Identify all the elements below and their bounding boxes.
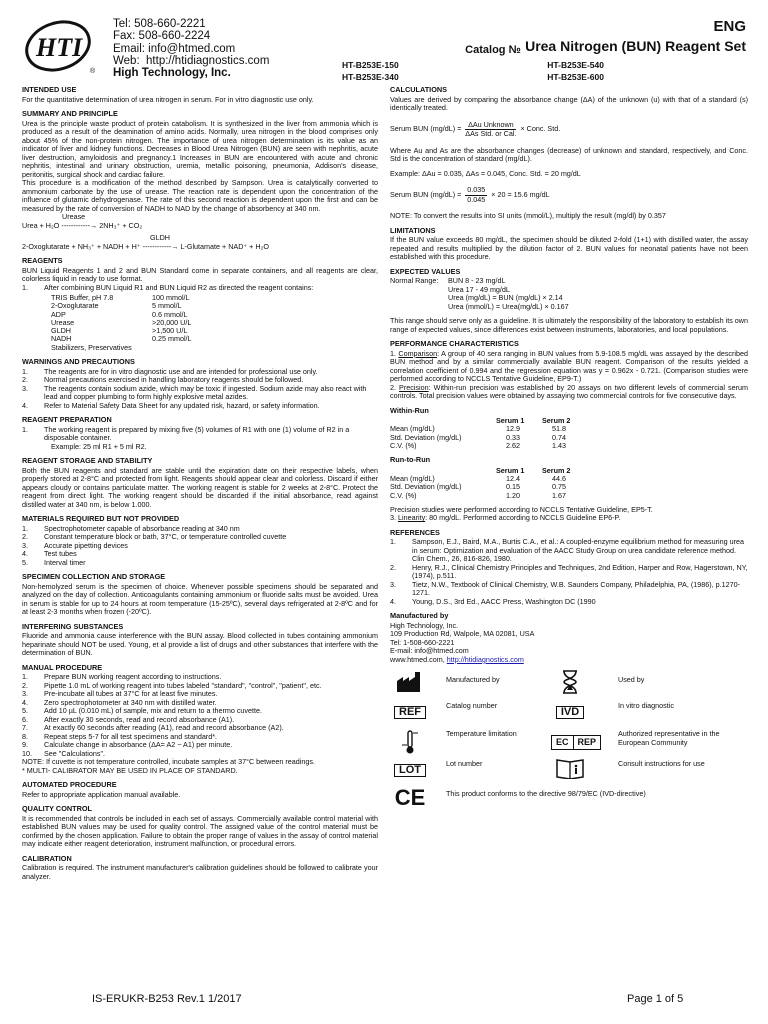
section-text: BUN Liquid Reagents 1 and 2 and BUN Standard come in separate containers, and all reagents are clear, colorless liquid in ready to use format. — [22, 265, 378, 283]
warnings-section — [22, 358, 378, 410]
list-item: 4. Zero spectrophotometer at 340 nm with distilled water. — [22, 697, 217, 707]
list-item: 3. Tietz, N.W., Textbook of Clinical Chemistry, W.B. Saunders Company, Philadelphia, PA, (1986), p.1270-1271. — [390, 579, 740, 598]
section-heading: INTERFERING SUBSTANCES — [22, 621, 124, 631]
email: Email: info@htmed.com — [113, 42, 236, 55]
list-item: 4. Refer to Material Safety Data Sheet for any updated risk, hazard, or safety information. — [22, 400, 320, 410]
list-item: 3. The reagents contain sodium azide, which may be toxic if ingested. Sodium azide may also react with lead and copper plumbing to form highly explosive metal azides. — [22, 383, 367, 402]
list-item: 7. At exactly 60 seconds after reading (A1), read and record absorbance (A2). — [22, 723, 284, 733]
fax: Fax: 508-660-2224 — [113, 30, 211, 43]
quality-control-section — [22, 805, 378, 849]
left-column — [22, 86, 378, 887]
table-row: 2-Oxoglutarate 5 mmol/L — [51, 301, 182, 311]
section-text: Refer to appropriate application manual available. — [22, 789, 181, 799]
header-title-block — [525, 18, 746, 54]
catalog-number: HT-B253E-150 — [342, 60, 399, 70]
list-item: 1. After combining BUN Liquid R1 and BUN Liquid R2 as directed the reagent contains: — [22, 282, 314, 292]
preparation-section — [22, 416, 378, 451]
section-heading: LIMITATIONS — [390, 225, 436, 235]
table-header-row: Serum 1 Serum 2 — [496, 465, 571, 475]
symbol-label: Manufactured by — [446, 675, 500, 685]
symbol-label: This product conforms to the directive 98/79/EC (IVD-directive) — [446, 789, 646, 799]
list-item: 9. Calculate change in absorbance (ΔA= A2 − A1) per minute. — [22, 740, 233, 750]
list-item: 3. Accurate pipetting devices — [22, 540, 128, 550]
table-heading: Run-to-Run — [390, 455, 431, 465]
section-text: It is recommended that controls be included in each set of assays. Commercially available control material with established BUN values may be used for quality control. The assigned value of the control material must be confirmed by the chosen application. Failure to obtain the proper range of values in the assay of control material may indicate either reagent deterioration, instrument malfunction, or procedural errors. — [22, 813, 378, 849]
enzyme-label: Urease — [62, 212, 86, 221]
catalog-title: Catalog № — [465, 44, 521, 56]
table-row: Mean (mg/dL) 12.4 44.6 — [390, 473, 566, 483]
factory-icon — [390, 670, 430, 694]
example-text: Example: ΔAu = 0.035, ΔAs = 0.045, Conc. Std. = 20 mg/dL — [390, 168, 581, 178]
symbol-label: Used by — [618, 675, 645, 685]
section-heading: EXPECTED VALUES — [390, 266, 461, 276]
manual-procedure-section — [22, 664, 378, 776]
company-name: High Technology, Inc. — [113, 67, 231, 80]
section-heading: CALIBRATION — [22, 853, 72, 863]
note-text: * MULTI- CALIBRATOR MAY BE USED IN PLACE OF STANDARD. — [22, 765, 238, 775]
list-item: 1. Spectrophotometer capable of absorbance reading at 340 nm — [22, 523, 240, 533]
table-row: Stabilizers, Preservatives — [51, 342, 132, 352]
manufacturer-link[interactable]: http://htidiagnostics.com — [446, 654, 524, 664]
section-text: 2. Precision: Within-run precision was established by 20 assays on two different levels of commercial serum controls. Total precision values were obtained by assaying two commercial controls for five consecutive days. — [390, 382, 748, 400]
note-text: NOTE: If cuvette is not temperature controlled, incubate samples at 37°C between readings. — [22, 757, 315, 767]
ce-mark-icon: CE — [394, 785, 426, 811]
section-text: For the quantitative determination of urea nitrogen in serum. For in vitro diagnostic use only. — [22, 94, 314, 104]
right-column — [390, 86, 748, 820]
section-heading: SUMMARY AND PRINCIPLE — [22, 109, 118, 118]
list-item: 2. Henry, R.J., Clinical Chemistry Principles and Techniques, 2nd Edition, Harper and Row, Hagerstown, NY, (1974), p.511. — [390, 562, 748, 581]
section-heading: REFERENCES — [390, 527, 440, 537]
summary-section — [22, 110, 378, 251]
enzyme-label: GLDH — [150, 233, 170, 242]
section-text: This procedure is a modification of the method described by Sampson. Urea is catalytically converted to ammonium carbonate by the use of urease. The reaction rate is dependent upon the concentration of the influence of glutamic dehydrogenase. The rate of this second reaction is dependent upon the first and can be measured by the rate of conversion of NADH to NAD by the change of absorbency at 340 nm. — [22, 178, 378, 213]
list-item: 2. Normal precautions exercised in handling laboratory reagents should be followed. — [22, 375, 304, 385]
precision-note: Precision studies were performed according to NCCLS Tentative Guideline, EP5-T. — [390, 504, 653, 514]
section-text: This range should serve only as a guideline. It is ultimately the responsibility of the laboratory to establish its own range of expected values, since differences exist between instruments, laboratories, and local populations. — [390, 316, 748, 334]
performance-section — [390, 340, 748, 523]
footer-page-number: Page 1 of 5 — [627, 993, 684, 1005]
example-text: Example: 25 ml R1 + 5 ml R2. — [51, 441, 147, 451]
table-row: Mean (mg/dL) 12.9 51.8 — [390, 424, 566, 434]
symbol-label: Consult instructions for use — [618, 759, 705, 769]
catalog-number: HT-B253E-340 — [342, 72, 399, 82]
reagent-table — [51, 294, 198, 352]
contact-block — [113, 18, 269, 79]
equation: 2-Oxoglutarate + NH₃⁺ + NADH + H⁺ ------------→ L-Glutamate + NAD⁺ + H₂O — [22, 241, 269, 251]
table-row: TRIS Buffer, pH 7.8 100 mmol/L — [51, 293, 190, 302]
table-row: ADP 0.6 mmol/L — [51, 309, 188, 319]
symbol-label: Temperature limitation — [446, 729, 517, 739]
formula-denominator: ΔAs Std. or Cal. — [465, 129, 517, 138]
list-item: 1. The reagents are for in vitro diagnostic use and are intended for professional use only. — [22, 366, 318, 376]
section-heading: CALCULATIONS — [390, 85, 448, 94]
section-heading: MANUAL PROCEDURE — [22, 662, 103, 672]
list-item: 4. Test tubes — [22, 549, 77, 559]
catalog-number: HT-B253E-600 — [547, 72, 604, 82]
calibration-section — [22, 855, 378, 882]
list-item: 2. Pipette 1.0 mL of working reagent into tubes labeled "standard", "control", "patient", etc. — [22, 680, 322, 690]
interfering-section — [22, 623, 378, 658]
logo-text: HTI — [36, 33, 83, 62]
section-heading: WARNINGS AND PRECAUTIONS — [22, 357, 135, 367]
language-code: ENG — [713, 18, 746, 35]
section-heading: QUALITY CONTROL — [22, 804, 92, 814]
within-run-table — [390, 417, 576, 450]
section-text: Both the BUN reagents and standard are stable until the expiration date on their respective labels, when properly stored at 2-8°C and protected from light. Reagents should appear clear and colorless. Discard if either appears cloudy or contains particulate matter. The working reagent is stable for 2 weeks at 2-8°C. Protect the reagent from direct light. The working reagent should be discarded if the initial absorbance, read against distilled water at 340 nm, is below 1.000. — [22, 465, 378, 509]
list-item: 1. The working reagent is prepared by mixing five (5) volumes of R1 with one (1) volume of R2 in a disposable container. — [22, 424, 350, 443]
references-section — [390, 529, 748, 607]
linearity-text: 3. Linearity: 80 mg/dL. Performed according to NCCLS Guideline EP6-P. — [390, 513, 621, 523]
manufacturer-section: Manufactured by High Technology, Inc. 109 Production Rd, Walpole, MA 02081, USA Tel: 1-508-660-2221 E-mail: info@htmed.com www.htmed.com, http://htidiagnostics.com — [390, 612, 748, 664]
table-row: C.V. (%) 2.62 1.43 — [390, 440, 566, 450]
table-row: GLDH >1,500 U/L — [51, 326, 188, 336]
run-to-run-table — [390, 467, 576, 500]
formula-numerator: ΔAu Unknown — [465, 121, 516, 131]
list-item: 8. Repeat steps 5-7 for all test specimens and standard*. — [22, 731, 217, 741]
list-item: 4. Young, D.S., 3rd Ed., AACC Press, Washington DC (1990 — [390, 596, 596, 606]
table-row: Std. Deviation (mg/dL) 0.33 0.74 — [390, 432, 566, 442]
materials-section — [22, 515, 378, 567]
list-item: 1. Sampson, E.J., Baird, M.A., Burtis C.A., et al.: A coupled-enzyme equilibrium method for measuring urea in serum: Optimization and evaluation of the AACC Study Group on urea candidate reference method. Clin Chem., 26, 816-826, 1980. — [390, 537, 744, 564]
limitations-section — [390, 227, 748, 262]
ec-rep-icon: EC REP — [548, 730, 604, 754]
symbol-label: Authorized representative in the European Community — [618, 729, 720, 747]
tel: Tel: 508-660-2221 — [113, 18, 206, 30]
section-heading: MATERIALS REQUIRED BUT NOT PROVIDED — [22, 514, 180, 524]
section-text: Non-hemolyzed serum is the specimen of choice. Whenever possible specimens should be separated and analyzed on the day of collection. Anticoagulants containing ammonium or fluoride salts must be avoided. Urea in serum is stable for up to 24 hours at room temperature (15-25ºC), several days refrigerated at 2-8ºC and for at least 2-3 months when frozen (-20ºC). — [22, 581, 378, 617]
book-info-icon — [550, 756, 590, 780]
ref-icon: REF — [390, 700, 430, 724]
note-text: NOTE: To convert the results into SI units (mmol/L), multiply the result (mg/dl) by 0.357 — [390, 211, 666, 220]
lot-icon: LOT — [390, 758, 430, 782]
ivd-icon: IVD — [550, 700, 590, 724]
symbol-label: In vitro diagnostic — [618, 701, 674, 711]
list-item: 6. After exactly 30 seconds, read and record absorbance (A1). — [22, 714, 235, 724]
list-item: 3. Pre-incubate all tubes at 37°C for at least five minutes. — [22, 689, 218, 699]
section-heading: SPECIMEN COLLECTION AND STORAGE — [22, 572, 166, 582]
catalog-number: HT-B253E-540 — [547, 60, 604, 70]
table-heading: Within-Run — [390, 405, 429, 415]
list-item: 5. Interval timer — [22, 557, 86, 567]
storage-section — [22, 457, 378, 509]
web-link[interactable]: http://htidiagnostics.com — [146, 54, 270, 67]
thermometer-icon — [390, 730, 430, 754]
section-heading: AUTOMATED PROCEDURE — [22, 780, 117, 790]
section-heading: INTENDED USE — [22, 85, 77, 94]
reagents-section — [22, 257, 378, 352]
list-item: 2. Constant temperature block or bath, 37°C, or temperature controlled cuvette — [22, 532, 287, 542]
section-text: Fluoride and ammonia cause interference with the BUN assay. Blood collected in tubes containing ammonium heparinate should NOT be used. Young, et al provide a list of drugs and other substances that interfere with the determination of BUN. — [22, 631, 378, 658]
section-heading: REAGENTS — [22, 256, 63, 265]
automated-section — [22, 781, 378, 799]
list-item: 1. Prepare BUN working reagent according to instructions. — [22, 672, 222, 682]
section-heading: PERFORMANCE CHARACTERISTICS — [390, 339, 519, 348]
document-title: Urea Nitrogen (BUN) Reagent Set — [525, 38, 746, 54]
specimen-section — [22, 573, 378, 617]
normal-range: Normal Range: BUN 8 - 23 mg/dL Urea 17 - 49 mg/dL Urea (mg/dL) = BUN (mg/dL) × 2.14 Urea (mmol/L) = Urea(mg/dL) × 0.167 — [390, 276, 569, 311]
table-header-row: Serum 1 Serum 2 — [496, 416, 571, 425]
symbol-label: Lot number — [446, 759, 483, 769]
section-heading: Manufactured by — [390, 611, 449, 621]
table-row: C.V. (%) 1.20 1.67 — [390, 490, 566, 500]
symbol-legend — [390, 670, 748, 820]
hti-logo — [20, 18, 100, 76]
section-text: 1. Comparison: A group of 40 sera ranging in BUN values from 5.9-108.5 mg/dL was assayed by the described BUN method and by a similar commercially available BUN reagent. Comparison of the results yielded a correlation coefficient of 0.994 and the regression equation was y = 0.962x - 0.721. (Comparison studies were performed according to NCCLS Tentative Guideline, EP9-T.) — [390, 348, 749, 383]
example-formula: Serum BUN (mg/dL) = $\frac{0.035}{0.045}$ × 20 = 15.6 mg/dL — [390, 185, 550, 204]
footer-doc-id: IS-ERUKR-B253 Rev.1 1/2017 — [92, 993, 242, 1005]
section-text: Urea is the principle waste product of protein catabolism. It is synthesized in the liver from ammonia which is produced as a result of the deamination of amino acids. Normally, urea nitrogen in the blood comprises only about 45% of the non-protein nitrogen. The importance of urea nitrogen determination is its value as an indicator of liver and kidney functions. Decreases in Blood Urea Nitrogen (BUN) are seen with nephritis, acute liver destruction, amyloidosis and pregnancy.1 Increases in BUN are encountered with acute and chronic nephritis, intestinal and urinary obstruction, uremia, metallic poisoning, pneumonia, Addison's disease, peritonitis, surgical shock and cardiac failure. — [22, 118, 378, 179]
section-text: Where Au and As are the absorbance changes (decrease) of unknown and standard, respectively, and Conc. Std is the concentration of standard (mg/dL). — [390, 145, 748, 163]
table-row: NADH 0.25 mmol/L — [51, 334, 192, 344]
calculations-section — [390, 86, 748, 221]
section-text: Calibration is required. The instrument manufacturer's calibration guidelines should be followed to calibrate your analyzer. — [22, 863, 378, 881]
list-item: 10. See "Calculations". — [22, 748, 106, 758]
web: Web: http://htidiagnostics.com — [113, 54, 270, 67]
intended-use-section — [22, 86, 378, 104]
section-text: Values are derived by comparing the absorbance change (ΔA) of the unknown (u) with that of a standard (s) identically treated. — [390, 94, 748, 112]
formula: Serum BUN (mg/dL) = $\frac{\text{ΔAu Unknown}}{\text{ΔAs Std. or Cal.}}$ × Conc. Std. — [390, 119, 561, 138]
registered-mark: ® — [90, 68, 96, 75]
section-heading: REAGENT PREPARATION — [22, 415, 112, 425]
hourglass-icon — [550, 670, 590, 694]
table-row: Std. Deviation (mg/dL) 0.15 0.75 — [390, 482, 566, 492]
section-heading: REAGENT STORAGE AND STABILITY — [22, 456, 153, 466]
symbol-label: Catalog number — [446, 701, 498, 711]
table-row: Urease >20,000 U/L — [51, 317, 192, 327]
list-item: 5. Add 10 µL (0.010 mL) of sample, mix and return to a thermo cuvette. — [22, 706, 263, 716]
expected-values-section — [390, 268, 748, 335]
equation: Urea + H₂O ------------→ 2NH₃⁺ + CO₂ — [22, 220, 143, 230]
section-text: If the BUN value exceeds 80 mg/dL, the specimen should be diluted 2-fold (1+1) with distilled water, the assay repeated and results multiplied by the dilution factor of 2. BUN values for neonatal patients have not been established with this procedure. — [390, 235, 748, 261]
